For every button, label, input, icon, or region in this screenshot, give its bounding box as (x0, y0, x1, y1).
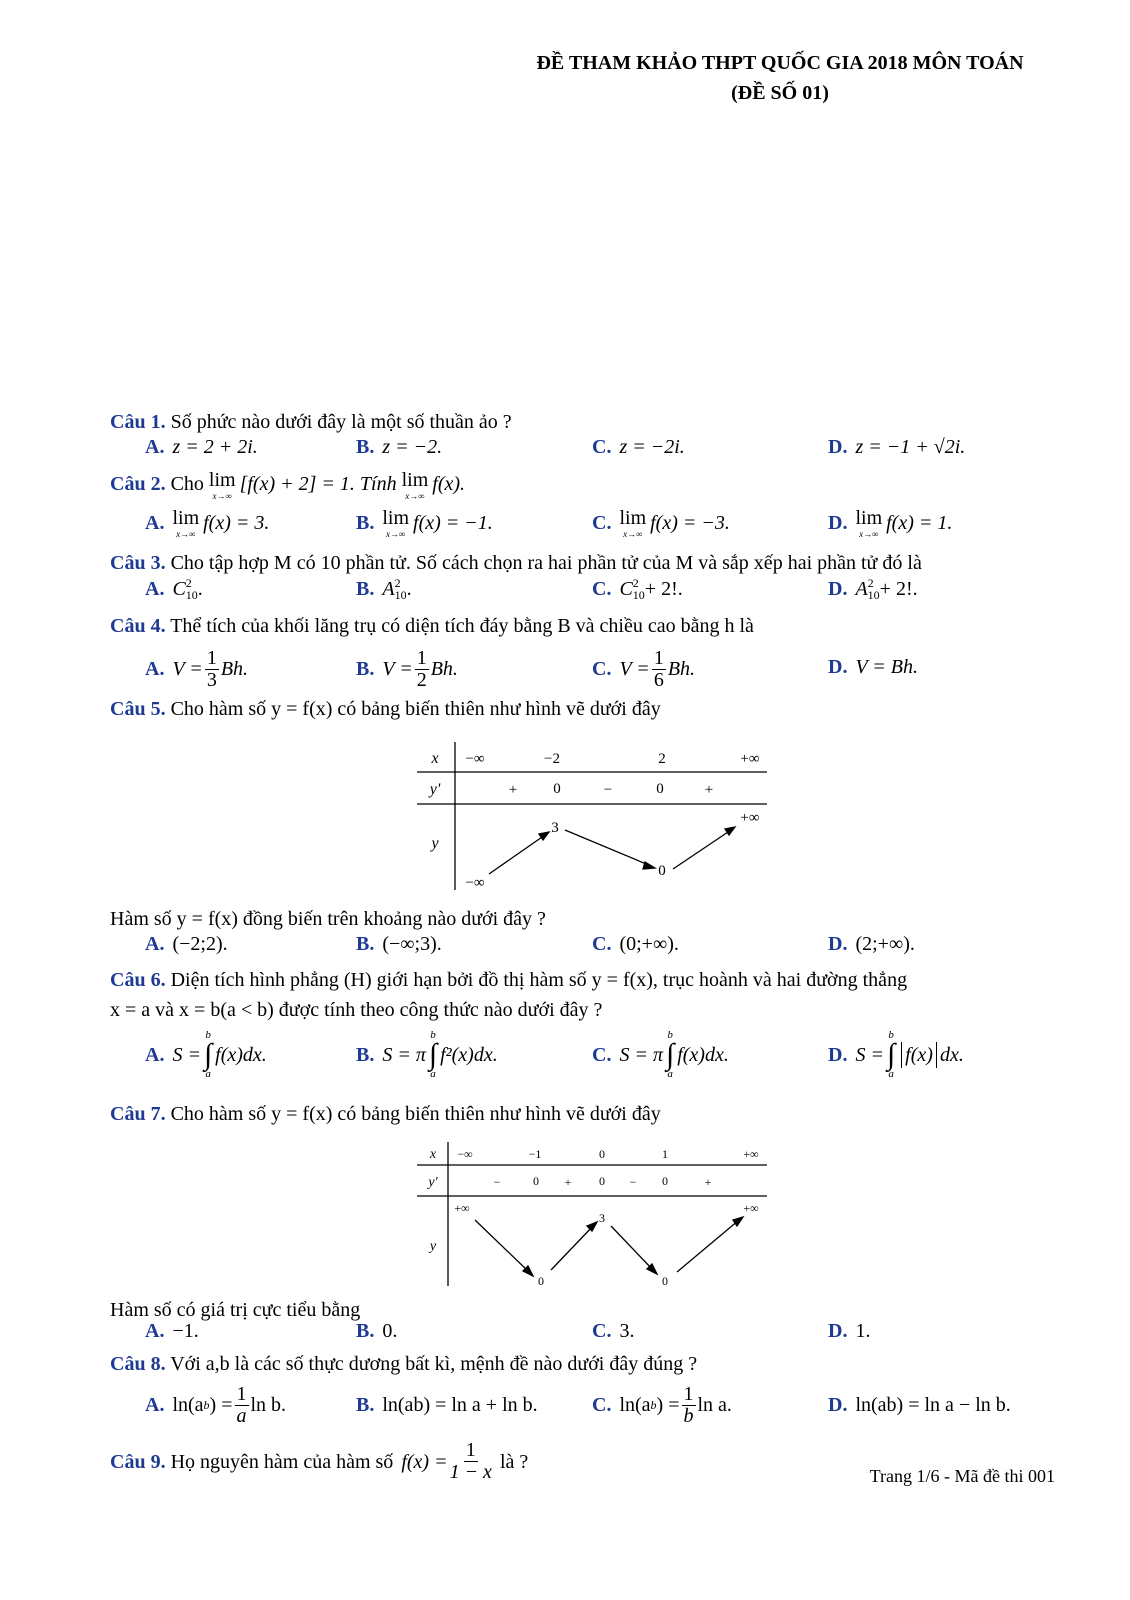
yprime-label: y' (429, 781, 441, 798)
option-tail: dx. (939, 1043, 964, 1066)
sign-value: 0 (553, 781, 561, 797)
option-d[interactable] (828, 1320, 870, 1343)
sub: 10 (185, 588, 198, 602)
option-b[interactable] (356, 1320, 397, 1343)
option-label: C. (592, 1320, 612, 1342)
option-b[interactable] (356, 933, 442, 956)
y-value: 3 (551, 820, 559, 836)
integral-sign: b ∫ a (886, 1029, 896, 1080)
option-rhs: Bh. (220, 658, 249, 680)
y-value: 0 (538, 1274, 544, 1288)
question-text: Diện tích hình phẳng (H) giới hạn bởi đồ thị hàm số y = f(x), trục hoành và hai đường thẳng (170, 969, 908, 991)
question-text: Cho hàm số y = f(x) có bảng biến thiên như hình vẽ dưới đây (170, 698, 661, 720)
question-followup: Hàm số y = f(x) đồng biến trên khoảng nào dưới đây ? (110, 908, 546, 930)
question-text: x = a và x = b(a < b) được tính theo công thức nào dưới đây ? (110, 999, 603, 1021)
option-text: z = 2 + 2i. (172, 436, 258, 458)
sign-value: + (564, 1175, 572, 1189)
option-d[interactable] (828, 1030, 964, 1080)
lower-bound: a (430, 1068, 436, 1080)
option-rhs: ln b. (250, 1394, 287, 1416)
option-c[interactable] (592, 1384, 732, 1427)
lim-word: lim (619, 507, 647, 529)
integral-sign: b ∫ a (428, 1029, 438, 1080)
option-d[interactable] (828, 1394, 1011, 1417)
yprime-label: y' (428, 1175, 438, 1190)
numerator: 1 (236, 1383, 247, 1405)
option-c[interactable] (592, 933, 679, 956)
numerator: 1 (683, 1383, 694, 1405)
option-lhs: V = (172, 658, 203, 680)
option-label: D. (828, 436, 848, 458)
sup: 2 (632, 576, 639, 590)
lim-word: lim (855, 507, 883, 529)
option-text: z = −1 + √2i. (855, 436, 966, 458)
option-label: D. (828, 1394, 848, 1416)
numerator: 1 (653, 647, 664, 669)
option-text: 0. (382, 1320, 398, 1342)
question-text-end: là ? (499, 1450, 529, 1473)
option-text: 1. (855, 1320, 871, 1342)
option-c[interactable] (592, 1320, 634, 1343)
question-5 (110, 695, 1090, 723)
page-footer: Trang 1/6 - Mã đề thi 001 (869, 1466, 1055, 1486)
question-3 (110, 549, 1090, 577)
option-d[interactable] (828, 436, 965, 459)
option-label: B. (356, 1320, 375, 1342)
denominator: a (236, 1405, 247, 1427)
sup: 2 (185, 576, 192, 590)
lim-word: lim (401, 469, 429, 491)
numerator: 1 (416, 647, 427, 669)
numerator: 1 (206, 647, 217, 669)
question-text: Cho tập hợp M có 10 phần tử. Số cách chọn ra hai phần tử của M và sắp xếp hai phần tử đó là (170, 552, 922, 574)
option-d[interactable] (828, 656, 918, 679)
y-label: y (431, 835, 439, 852)
question-label: Câu 8. (110, 1353, 166, 1375)
question-label: Câu 5. (110, 698, 166, 720)
option-tail: . (197, 577, 203, 600)
option-base: C (172, 577, 186, 600)
numerator: 1 (465, 1439, 476, 1461)
question-text: Cho hàm số y = f(x) có bảng biến thiên như hình vẽ dưới đây (170, 1103, 661, 1125)
option-label: D. (828, 1043, 848, 1066)
option-base: A (382, 577, 395, 600)
option-text: 3. (619, 1320, 635, 1342)
option-text: ln(ab) = ln a + ln b. (382, 1394, 538, 1416)
option-text: (−∞;3). (382, 933, 442, 955)
upper-bound: b (888, 1029, 894, 1041)
option-label: A. (145, 1320, 165, 1342)
option-label: B. (356, 1043, 375, 1066)
question-text: Thể tích của khối lăng trụ có diện tích đáy bằng B và chiều cao bằng h là (170, 615, 754, 637)
question-text-mid: [f(x) + 2] = 1. Tính (239, 473, 397, 496)
option-a[interactable] (145, 648, 248, 691)
question-label: Câu 9. (110, 1450, 166, 1473)
question-label: Câu 4. (110, 615, 166, 637)
increase-arrow (489, 835, 545, 874)
option-label: C. (592, 1043, 612, 1066)
option-d[interactable] (828, 577, 918, 601)
option-lhs: ln(a (619, 1394, 651, 1416)
option-b[interactable] (356, 1394, 538, 1417)
option-mid: ) = (209, 1394, 233, 1416)
question-text: Số phức nào dưới đây là một số thuần ảo ? (170, 411, 512, 433)
option-text: f(x) = −3. (650, 512, 730, 534)
exam-subtitle: (ĐỀ SỐ 01) (731, 82, 829, 104)
question-label: Câu 6. (110, 969, 166, 991)
option-body: f(x)dx. (677, 1043, 729, 1066)
integral-sign: b ∫ a (203, 1029, 213, 1080)
option-label: D. (828, 933, 848, 955)
option-text: z = −2i. (619, 436, 685, 458)
y-value: 0 (658, 863, 666, 879)
lim-word: lim (382, 507, 410, 529)
y-value: +∞ (454, 1201, 470, 1215)
y-value: 3 (599, 1211, 605, 1225)
option-label: D. (828, 512, 848, 534)
question-2 (110, 470, 1090, 501)
question-label: Câu 3. (110, 552, 166, 574)
question-8 (110, 1350, 1090, 1378)
fraction (415, 648, 429, 691)
option-c[interactable] (592, 508, 730, 539)
option-b[interactable] (356, 508, 493, 539)
sup-sub (868, 577, 880, 601)
lim-word: lim (172, 507, 200, 529)
denominator: b (683, 1405, 694, 1427)
denominator: 1 − x (449, 1461, 492, 1483)
option-rhs: Bh. (430, 658, 458, 680)
option-c[interactable] (592, 577, 683, 601)
option-body: f(x)dx. (215, 1043, 267, 1066)
option-body: f²(x)dx. (440, 1043, 498, 1066)
question-7 (110, 1100, 1090, 1128)
sign-value: 0 (656, 781, 664, 797)
variation-table-1 (415, 738, 775, 893)
x-value: 2 (658, 751, 666, 767)
option-text: (−2;2). (172, 933, 228, 955)
option-base: C (619, 577, 633, 600)
question-text: Họ nguyên hàm của hàm số (170, 1450, 394, 1473)
option-label: A. (145, 1043, 165, 1066)
option-a[interactable] (145, 436, 258, 459)
option-text: V = Bh. (855, 656, 919, 678)
option-a[interactable] (145, 933, 228, 956)
lim-word: lim (208, 469, 236, 491)
option-label: D. (828, 656, 848, 678)
option-c[interactable] (592, 648, 695, 691)
option-sup: b (203, 1398, 210, 1412)
lim-sub: x→∞ (405, 491, 425, 501)
question-label: Câu 7. (110, 1103, 166, 1125)
limit-symbol (619, 508, 646, 539)
option-b[interactable] (356, 436, 442, 459)
denominator: 6 (653, 669, 664, 691)
increase-arrow (551, 1226, 593, 1270)
option-label: A. (145, 933, 165, 955)
option-text: ln(ab) = ln a − ln b. (855, 1394, 1011, 1416)
option-b[interactable] (356, 648, 458, 691)
sign-value: + (508, 782, 518, 798)
option-a[interactable] (145, 1030, 267, 1080)
sign-value: + (704, 1175, 712, 1189)
upper-bound: b (667, 1029, 673, 1041)
option-label: C. (592, 512, 612, 534)
arrow-head (587, 1222, 597, 1231)
option-label: A. (145, 577, 165, 600)
upper-bound: b (205, 1029, 211, 1041)
option-text: (0;+∞). (619, 933, 679, 955)
option-label: D. (828, 1320, 848, 1342)
lim-sub: x→∞ (176, 529, 196, 539)
decrease-arrow (611, 1226, 653, 1270)
sup: 2 (394, 576, 401, 590)
fraction (205, 648, 219, 691)
fraction (682, 1384, 696, 1427)
integral-sign: b ∫ a (665, 1029, 675, 1080)
denominator: 3 (206, 669, 217, 691)
limit-symbol (402, 470, 429, 501)
option-text: f(x) = 1. (886, 512, 953, 534)
question-3-options (0, 577, 1130, 617)
option-label: B. (356, 512, 375, 534)
option-c[interactable] (592, 1030, 729, 1080)
exam-title: ĐỀ THAM KHẢO THPT QUỐC GIA 2018 MÔN TOÁN (536, 52, 1024, 74)
option-c[interactable] (592, 436, 685, 459)
sign-value: 0 (662, 1174, 668, 1188)
question-8-options (0, 1382, 1130, 1436)
fraction (652, 648, 666, 691)
lim-sub: x→∞ (385, 529, 406, 539)
question-5-followup (110, 905, 1090, 933)
option-tail: . (406, 577, 412, 600)
y-value: 0 (662, 1274, 668, 1288)
lim-sub: x→∞ (623, 529, 643, 539)
sup-sub (186, 577, 198, 601)
option-a[interactable] (145, 1384, 286, 1427)
sup-sub (633, 577, 645, 601)
y-label: y (429, 1239, 437, 1254)
y-value: +∞ (740, 810, 760, 826)
option-label: A. (145, 1394, 165, 1416)
option-tail: + 2!. (644, 577, 683, 600)
sign-value: 0 (533, 1174, 539, 1188)
x-value: −∞ (465, 751, 485, 767)
option-label: B. (356, 436, 375, 458)
decrease-arrow (475, 1220, 529, 1272)
option-lhs: V = (619, 658, 650, 680)
option-b[interactable] (356, 1030, 498, 1080)
option-label: C. (592, 933, 612, 955)
lower-bound: a (667, 1068, 673, 1080)
x-label: x (429, 1147, 437, 1162)
x-value: −1 (528, 1147, 542, 1161)
sign-value: − (493, 1175, 501, 1189)
option-label: B. (356, 933, 375, 955)
option-label: B. (356, 1394, 375, 1416)
lower-bound: a (205, 1068, 211, 1080)
question-6-line2 (110, 996, 1090, 1024)
x-value: 0 (599, 1147, 605, 1161)
arrow-head (733, 1217, 743, 1226)
question-4 (110, 612, 1090, 640)
option-mid: ) = (656, 1394, 680, 1416)
x-value: +∞ (743, 1147, 759, 1161)
option-lhs: S = π (382, 1043, 426, 1066)
option-lhs: S = (855, 1043, 884, 1066)
x-value: −2 (544, 751, 560, 767)
sub: 10 (867, 588, 880, 602)
option-rhs: ln a. (697, 1394, 732, 1416)
option-label: B. (356, 658, 375, 680)
option-label: A. (145, 512, 165, 534)
question-text-end: f(x). (432, 473, 466, 496)
option-text: f(x) = 3. (203, 512, 270, 534)
option-label: C. (592, 658, 612, 680)
abs-bar (936, 1042, 937, 1068)
x-label: x (431, 750, 439, 767)
option-body: f(x) (905, 1043, 933, 1066)
sub: 10 (394, 588, 407, 602)
x-value: −∞ (457, 1147, 473, 1161)
option-lhs: ln(a (172, 1394, 204, 1416)
option-b[interactable] (356, 577, 412, 601)
question-4-options (0, 644, 1130, 694)
option-text: z = −2. (382, 436, 443, 458)
question-text: Với a,b là các số thực dương bất kì, mệnh đề nào dưới đây đúng ? (170, 1353, 698, 1375)
limit-symbol (172, 508, 199, 539)
sign-value: − (629, 1175, 637, 1189)
option-lhs: V = (382, 658, 413, 680)
sign-value: − (603, 782, 613, 798)
y-value: +∞ (743, 1201, 759, 1215)
option-text: f(x) = −1. (413, 512, 493, 534)
option-a[interactable] (145, 508, 269, 539)
option-label: C. (592, 1394, 612, 1416)
upper-bound: b (430, 1029, 436, 1041)
option-d[interactable] (828, 933, 915, 956)
question-6 (110, 966, 1090, 994)
option-lhs: S = (172, 1043, 201, 1066)
sign-value: 0 (599, 1174, 605, 1188)
sub: 10 (632, 588, 645, 602)
denominator: 2 (416, 669, 427, 691)
option-lhs: S = π (619, 1043, 663, 1066)
sup-sub (395, 577, 407, 601)
question-label: Câu 2. (110, 473, 166, 496)
option-d[interactable] (828, 508, 952, 539)
option-label: C. (592, 436, 612, 458)
x-value: +∞ (740, 751, 760, 767)
option-tail: + 2!. (879, 577, 918, 600)
fraction (450, 1440, 492, 1483)
question-1 (110, 408, 1090, 436)
increase-arrow (677, 1220, 739, 1272)
x-value: 1 (662, 1147, 668, 1161)
option-a[interactable] (145, 1320, 199, 1343)
fraction (235, 1384, 249, 1427)
option-label: A. (145, 658, 165, 680)
sup: 2 (867, 576, 874, 590)
option-label: B. (356, 577, 375, 600)
lim-sub: x→∞ (212, 491, 232, 501)
option-label: A. (145, 436, 165, 458)
increase-arrow (673, 830, 731, 869)
option-text: (2;+∞). (855, 933, 915, 955)
question-2-options (0, 508, 1130, 548)
option-text: −1. (172, 1320, 199, 1342)
question-followup: Hàm số có giá trị cực tiểu bằng (110, 1299, 361, 1321)
option-rhs: Bh. (667, 658, 696, 680)
question-text: Cho (170, 473, 204, 496)
variation-table-2 (415, 1140, 775, 1290)
option-sup: b (650, 1398, 657, 1412)
option-label: C. (592, 577, 612, 600)
question-label: Câu 1. (110, 411, 166, 433)
limit-symbol (855, 508, 882, 539)
option-a[interactable] (145, 577, 203, 601)
option-label: D. (828, 577, 848, 600)
function-lhs: f(x) = (401, 1450, 448, 1473)
abs-bar (901, 1042, 902, 1068)
y-value: −∞ (465, 875, 485, 891)
question-6-options (0, 1030, 1130, 1096)
sign-value: + (704, 782, 714, 798)
lim-sub: x→∞ (859, 529, 879, 539)
arrow-head (643, 862, 655, 869)
option-base: A (855, 577, 868, 600)
lower-bound: a (888, 1068, 894, 1080)
limit-symbol (382, 508, 409, 539)
limit-symbol (209, 470, 236, 501)
decrease-arrow (565, 830, 651, 866)
